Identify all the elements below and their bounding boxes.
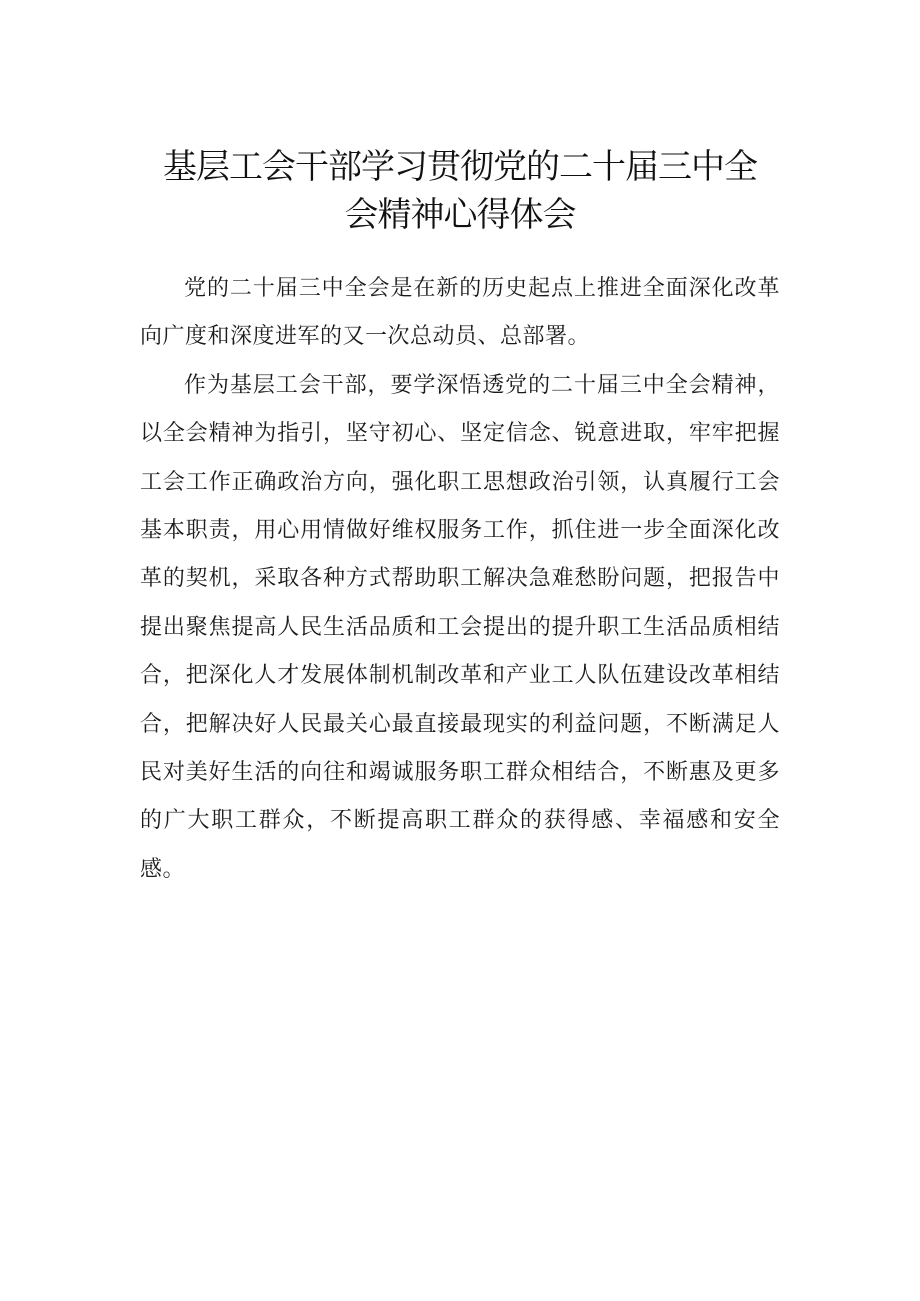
paragraph-1: 党的二十届三中全会是在新的历史起点上推进全面深化改革向广度和深度进军的又一次总动员、总部署。 bbox=[140, 276, 780, 350]
title-line-1: 基层工会干部学习贯彻党的二十届三中全 bbox=[163, 147, 757, 187]
document-body bbox=[140, 265, 780, 894]
title-line-2: 会精神心得体会 bbox=[344, 195, 576, 235]
paragraph-2: 作为基层工会干部，要学深悟透党的二十届三中全会精神，以全会精神为指引，坚守初心、坚定信念、锐意进取，牢牢把握工会工作正确政治方向，强化职工思想政治引领，认真履行工会基本职责，用心用情做好维权服务工作，抓住进一步全面深化改革的契机，采取各种方式帮助职工解决急难愁盼问题，把报告中提出聚焦提高人民生活品质和工会提出的提升职工生活品质相结合，把深化人才发展体制机制改革和产业工人队伍建设改革相结合，把解决好人民最关心最直接最现实的利益问题，不断满足人民对美好生活的向往和竭诚服务职工群众相结合，不断惠及更多的广大职工群众，不断提高职工群众的获得感、幸福感和安全感。 bbox=[140, 372, 780, 882]
page-title bbox=[120, 143, 800, 239]
